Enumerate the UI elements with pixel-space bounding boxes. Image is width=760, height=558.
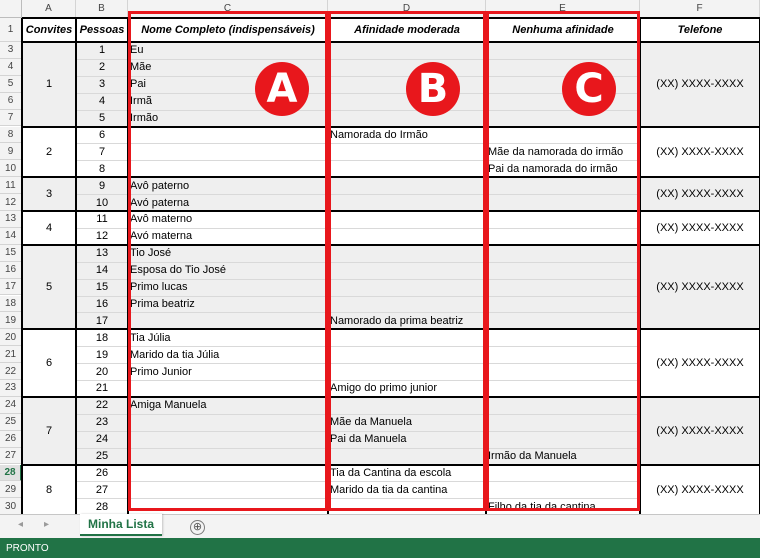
guest-number-cell[interactable]: 9 — [98, 179, 106, 192]
table-border-v — [75, 18, 77, 514]
row-header[interactable]: 7 — [0, 110, 22, 127]
invite-number-cell[interactable]: 7 — [45, 424, 53, 437]
phone-cell[interactable]: (XX) XXXX-XXXX — [656, 483, 744, 496]
row-header[interactable]: 24 — [0, 397, 22, 414]
invite-number-cell[interactable]: 8 — [45, 483, 53, 496]
guest-number-cell[interactable]: 15 — [95, 281, 109, 294]
row-header[interactable]: 14 — [0, 228, 22, 245]
guest-number-cell[interactable]: 24 — [95, 433, 109, 446]
row-header[interactable]: 19 — [0, 312, 22, 329]
row-header[interactable]: 22 — [0, 363, 22, 380]
row-header[interactable]: 27 — [0, 448, 22, 465]
guest-number-cell[interactable]: 21 — [95, 382, 109, 395]
guest-number-cell[interactable]: 2 — [98, 61, 106, 74]
badge-a: A — [255, 62, 309, 116]
no-affinity-cell[interactable]: Filho da tia da cantina — [488, 500, 596, 513]
column-header-f[interactable]: F — [640, 0, 760, 18]
row-header[interactable]: 13 — [0, 211, 22, 228]
guest-number-cell[interactable]: 13 — [95, 247, 109, 260]
table-border-v — [21, 18, 23, 514]
moderate-affinity-cell[interactable]: Pai da Manuela — [330, 433, 407, 446]
no-affinity-cell[interactable]: Irmão da Manuela — [488, 450, 577, 463]
sheet-tab-bar — [0, 514, 760, 538]
guest-number-cell[interactable]: 12 — [95, 230, 109, 243]
invite-number-cell[interactable]: 3 — [45, 188, 53, 201]
header-telefone[interactable]: Telefone — [677, 24, 723, 36]
status-bar — [0, 538, 760, 558]
no-affinity-cell[interactable]: Mãe da namorada do irmão — [488, 145, 624, 158]
row-header[interactable]: 15 — [0, 245, 22, 262]
guest-name-cell[interactable]: Primo lucas — [130, 281, 188, 294]
phone-cell[interactable]: (XX) XXXX-XXXX — [656, 221, 744, 234]
invite-number-cell[interactable]: 4 — [45, 221, 53, 234]
guest-number-cell[interactable]: 19 — [95, 348, 109, 361]
row-header[interactable]: 10 — [0, 160, 22, 177]
guest-number-cell[interactable]: 4 — [98, 95, 106, 108]
column-header-c[interactable]: C — [128, 0, 328, 18]
row-header[interactable]: 3 — [0, 42, 22, 59]
guest-number-cell[interactable]: 22 — [95, 399, 109, 412]
column-header-a[interactable]: A — [22, 0, 76, 18]
header-nome[interactable]: Nome Completo (indispensáveis) — [141, 24, 315, 36]
guest-number-cell[interactable]: 11 — [96, 213, 108, 226]
row-header[interactable]: 5 — [0, 76, 22, 93]
row-header[interactable]: 29 — [0, 481, 22, 498]
guest-number-cell[interactable]: 1 — [98, 44, 106, 57]
guest-name-cell[interactable]: Prima beatriz — [130, 297, 195, 310]
phone-cell[interactable]: (XX) XXXX-XXXX — [656, 78, 744, 91]
row-header[interactable]: 18 — [0, 296, 22, 313]
moderate-affinity-cell[interactable]: Mãe da Manuela — [330, 416, 412, 429]
phone-cell[interactable]: (XX) XXXX-XXXX — [656, 281, 744, 294]
phone-cell[interactable]: (XX) XXXX-XXXX — [656, 145, 744, 158]
guest-name-cell[interactable]: Tia Júlia — [130, 331, 171, 344]
row-header[interactable]: 9 — [0, 143, 22, 160]
guest-number-cell[interactable]: 20 — [95, 365, 109, 378]
invite-number-cell[interactable]: 2 — [45, 145, 53, 158]
status-text: PRONTO — [6, 542, 49, 554]
no-affinity-cell[interactable]: Pai da namorada do irmão — [488, 162, 618, 175]
guest-number-cell[interactable]: 26 — [95, 466, 109, 479]
guest-number-cell[interactable]: 8 — [98, 162, 106, 175]
guest-name-cell[interactable]: Irmã — [130, 95, 152, 108]
moderate-affinity-cell[interactable]: Amigo do primo junior — [330, 382, 437, 395]
guest-number-cell[interactable]: 28 — [95, 500, 109, 513]
moderate-affinity-cell[interactable]: Namorada do Irmão — [330, 128, 428, 141]
column-header-e[interactable]: E — [486, 0, 640, 18]
column-header-b[interactable]: B — [76, 0, 128, 18]
row-header[interactable]: 20 — [0, 329, 22, 346]
guest-name-cell[interactable]: Primo Junior — [130, 365, 192, 378]
row-header[interactable]: 6 — [0, 93, 22, 110]
guest-number-cell[interactable]: 18 — [95, 331, 109, 344]
guest-number-cell[interactable]: 7 — [98, 145, 106, 158]
row-header[interactable]: 17 — [0, 279, 22, 296]
moderate-affinity-cell[interactable]: Tia da Cantina da escola — [330, 466, 452, 479]
guest-name-cell[interactable]: Eu — [130, 44, 144, 57]
row-header[interactable]: 25 — [0, 414, 22, 431]
guest-name-cell[interactable]: Avô materno — [130, 213, 193, 226]
guest-number-cell[interactable]: 6 — [98, 128, 106, 141]
invite-number-cell[interactable]: 1 — [45, 78, 53, 91]
phone-cell[interactable]: (XX) XXXX-XXXX — [656, 357, 744, 370]
guest-name-cell[interactable]: Esposa do Tio José — [130, 264, 227, 277]
row-header[interactable]: 21 — [0, 346, 22, 363]
row-header[interactable]: 11 — [0, 177, 22, 194]
guest-name-cell[interactable]: Avô paterno — [130, 179, 190, 192]
guest-number-cell[interactable]: 5 — [98, 112, 106, 125]
guest-number-cell[interactable]: 23 — [95, 416, 109, 429]
badge-c: C — [562, 62, 616, 116]
guest-name-cell[interactable]: Mãe — [130, 61, 152, 74]
phone-cell[interactable]: (XX) XXXX-XXXX — [656, 188, 744, 201]
guest-name-cell[interactable]: Irmão — [130, 112, 159, 125]
row-header[interactable]: 8 — [0, 127, 22, 144]
row-header[interactable]: 28 — [0, 465, 22, 482]
row-header[interactable]: 26 — [0, 431, 22, 448]
guest-number-cell[interactable]: 27 — [95, 483, 109, 496]
select-all-corner[interactable] — [0, 0, 22, 18]
tab-scroll-left-icon[interactable]: ◂ — [18, 519, 24, 530]
header-convites[interactable]: Convites — [25, 24, 73, 36]
add-sheet-icon[interactable]: ⊕ — [190, 520, 205, 535]
guest-number-cell[interactable]: 14 — [95, 264, 109, 277]
invite-number-cell[interactable]: 6 — [45, 357, 53, 370]
invite-number-cell[interactable]: 5 — [45, 281, 53, 294]
row-header[interactable]: 30 — [0, 498, 22, 514]
guest-name-cell[interactable]: Amiga Manuela — [130, 399, 207, 412]
row-header[interactable]: 12 — [0, 194, 22, 211]
tab-scroll-right-icon[interactable]: ▸ — [44, 519, 50, 530]
guest-name-cell[interactable]: Avó materna — [130, 230, 193, 243]
row-header[interactable]: 16 — [0, 262, 22, 279]
badge-b: B — [406, 62, 460, 116]
phone-cell[interactable]: (XX) XXXX-XXXX — [656, 424, 744, 437]
header-afinidade[interactable]: Afinidade moderada — [354, 24, 460, 36]
row-header[interactable]: 1 — [0, 18, 22, 42]
column-header-d[interactable]: D — [328, 0, 486, 18]
guest-number-cell[interactable]: 3 — [98, 78, 106, 91]
moderate-affinity-cell[interactable]: Marido da tia da cantina — [330, 483, 448, 496]
header-pessoas[interactable]: Pessoas — [79, 24, 125, 36]
row-header[interactable]: 23 — [0, 380, 22, 397]
guest-name-cell[interactable]: Tio José — [130, 247, 172, 260]
row-header[interactable]: 4 — [0, 59, 22, 76]
guest-number-cell[interactable]: 25 — [95, 450, 109, 463]
moderate-affinity-cell[interactable]: Namorado da prima beatriz — [330, 314, 464, 327]
sheet-tab-minha-lista[interactable]: Minha Lista — [80, 514, 162, 536]
guest-name-cell[interactable]: Pai — [130, 78, 146, 91]
header-nenhuma[interactable]: Nenhuma afinidade — [512, 24, 614, 36]
guest-number-cell[interactable]: 10 — [95, 196, 109, 209]
guest-name-cell[interactable]: Marido da tia Júlia — [130, 348, 220, 361]
guest-name-cell[interactable]: Avó paterna — [130, 196, 190, 209]
guest-number-cell[interactable]: 16 — [95, 297, 109, 310]
guest-number-cell[interactable]: 17 — [95, 314, 109, 327]
